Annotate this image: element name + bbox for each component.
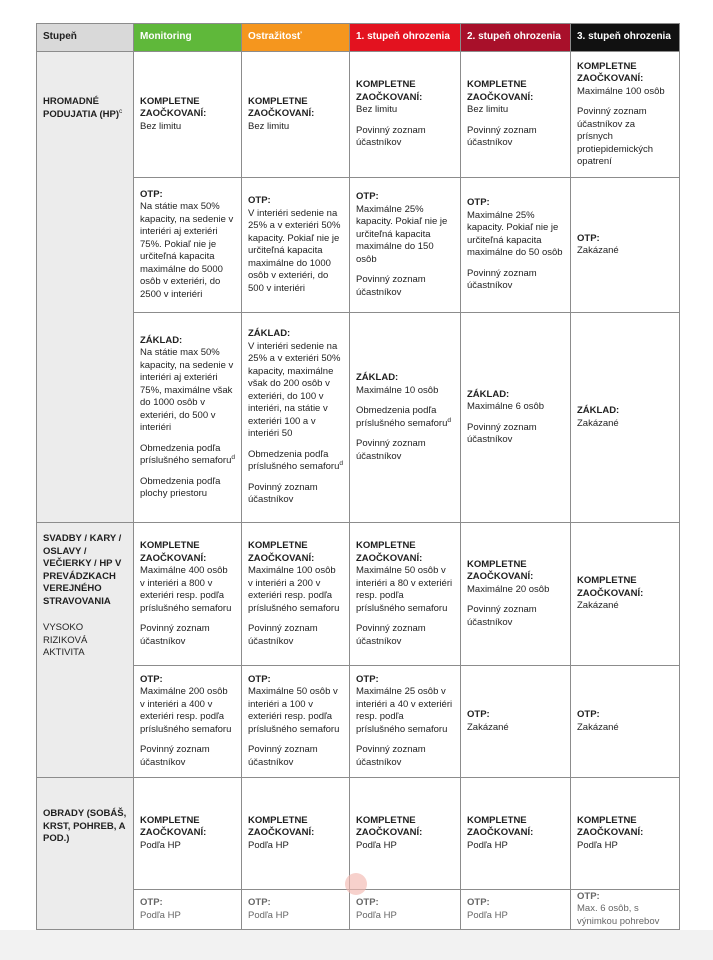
cell-line: Podľa HP bbox=[140, 909, 181, 921]
table-cell bbox=[134, 778, 242, 890]
table-cell bbox=[571, 313, 680, 523]
cell-line: Maximálne 10 osôb bbox=[356, 384, 439, 396]
cell-line: Podľa HP bbox=[467, 839, 508, 851]
cell-line: Maximálne 50 osôb v interiéri a 100 v exteriéri resp. podľa príslušného semaforu bbox=[248, 686, 340, 735]
cell-text bbox=[356, 744, 454, 769]
cell-heading: KOMPLETNE ZAOČKOVANÍ: bbox=[577, 60, 644, 84]
footnote-marker: d bbox=[447, 416, 451, 424]
cell-heading: KOMPLETNE ZAOČKOVANÍ: bbox=[140, 814, 207, 839]
cell-text bbox=[577, 106, 673, 169]
table-cell bbox=[571, 52, 680, 178]
cell-line: Zakázané bbox=[577, 417, 619, 429]
cell-line: Podľa HP bbox=[356, 839, 397, 851]
table-cell bbox=[461, 890, 571, 930]
cell-text bbox=[467, 401, 564, 414]
cell-heading: OTP: bbox=[356, 673, 379, 685]
table-cell bbox=[461, 178, 571, 313]
cell-text bbox=[140, 840, 235, 853]
cell-text bbox=[467, 722, 564, 735]
cell-text bbox=[356, 204, 454, 267]
cell-line: Zakázané bbox=[467, 721, 509, 733]
cell-line: Na státie max 50% kapacity, na sedenie v interiéri aj exteriéri 75%. Pokiaľ nie je určiteľná kapacita maximálne do 5000 osôb v exteriéri, do 2500 v interiéri bbox=[140, 201, 234, 300]
cell-line: Povinný zoznam účastníkov bbox=[140, 744, 210, 768]
cell-text bbox=[356, 565, 454, 615]
footnote-marker: d bbox=[339, 460, 343, 468]
bottom-band bbox=[0, 930, 713, 960]
cell-text bbox=[140, 201, 235, 301]
cell-line: Podľa HP bbox=[248, 839, 289, 851]
cell-text bbox=[356, 385, 454, 398]
table-cell bbox=[242, 666, 350, 778]
cell-line: Podľa HP bbox=[248, 909, 289, 921]
cell-text bbox=[248, 623, 343, 648]
cell-heading: OTP: bbox=[577, 232, 600, 244]
cell-text bbox=[577, 600, 673, 613]
table-cell bbox=[461, 778, 571, 890]
table-row bbox=[37, 890, 680, 930]
cell-heading: KOMPLETNE ZAOČKOVANÍ: bbox=[248, 814, 315, 839]
cell-heading: OTP: bbox=[577, 890, 600, 902]
cell-heading: OTP: bbox=[140, 188, 163, 200]
table-cell bbox=[134, 52, 242, 178]
category-title: OBRADY (SOBÁŠ, KRST, POHREB, A POD.) bbox=[43, 808, 127, 844]
cell-line: Zakázané bbox=[577, 245, 619, 256]
category-subtitle: VYSOKO RIZIKOVÁ AKTIVITA bbox=[43, 622, 88, 658]
category-title: HROMADNÉ PODUJATIA (HP) bbox=[43, 96, 119, 120]
cell-line: Povinný zoznam účastníkov bbox=[467, 421, 537, 445]
cell-heading: ZÁKLAD: bbox=[140, 334, 183, 346]
table-cell bbox=[134, 666, 242, 778]
cell-line: Maximálne 100 osôb bbox=[577, 85, 665, 97]
cell-line: Bez limitu bbox=[467, 104, 509, 116]
cell-text bbox=[467, 125, 564, 150]
cell-text bbox=[140, 565, 235, 615]
cell-line: Povinný zoznam účastníkov bbox=[140, 623, 210, 647]
cell-heading: KOMPLETNE ZAOČKOVANÍ: bbox=[467, 814, 534, 839]
category-title: SVADBY / KARY / OSLAVY / VEČIERKY / HP V PREVÁDZKACH VEREJNÉHO STRAVOVANIA bbox=[43, 533, 122, 607]
cell-text bbox=[140, 910, 235, 923]
table-row bbox=[37, 666, 680, 778]
cell-text bbox=[467, 584, 564, 597]
cell-text bbox=[248, 840, 343, 853]
header-row bbox=[37, 24, 680, 52]
cell-line: Na státie max 50% kapacity, na sedenie v interiéri aj exteriéri 75%, maximálne však do 1000 osôb v exteriéri, do 500 v interiéri bbox=[140, 347, 234, 433]
table-cell bbox=[134, 313, 242, 523]
cell-heading: OTP: bbox=[140, 897, 163, 908]
cell-heading: KOMPLETNE ZAOČKOVANÍ: bbox=[356, 814, 423, 839]
cell-line: Povinný zoznam účastníkov bbox=[467, 124, 537, 149]
cell-text bbox=[577, 840, 673, 853]
table-cell bbox=[571, 778, 680, 890]
cell-heading: OTP: bbox=[248, 195, 271, 206]
cell-text bbox=[356, 104, 454, 117]
footnote-marker: c bbox=[119, 107, 123, 115]
cell-text bbox=[248, 341, 343, 441]
table-cell bbox=[134, 178, 242, 313]
table-cell bbox=[571, 523, 680, 666]
cell-line: Povinný zoznam účastníkov bbox=[356, 623, 426, 647]
cell-line: Maximálne 100 osôb v interiéri a 200 v exteriéri resp. podľa príslušného semaforu bbox=[248, 565, 340, 614]
cell-heading: OTP: bbox=[356, 191, 379, 202]
cell-line: Povinný zoznam účastníkov bbox=[356, 744, 426, 768]
cell-heading: OTP: bbox=[577, 709, 600, 720]
cell-heading: KOMPLETNE ZAOČKOVANÍ: bbox=[248, 95, 315, 120]
cell-text bbox=[577, 903, 673, 928]
cell-text bbox=[467, 268, 564, 293]
cell-text bbox=[356, 623, 454, 648]
cell-line: Maximálne 25% kapacity. Pokiaľ nie je určiteľná kapacita maximálne do 150 osôb bbox=[356, 203, 448, 265]
table-cell bbox=[461, 52, 571, 178]
cell-line: Maximálne 400 osôb v interiéri a 800 v exteriéri resp. podľa príslušného semaforu bbox=[140, 565, 232, 614]
cell-heading: OTP: bbox=[467, 197, 490, 209]
table-cell bbox=[571, 666, 680, 778]
cell-heading: ZÁKLAD: bbox=[248, 328, 291, 340]
header-stupen-3: 3. stupeň ohrozenia bbox=[571, 24, 680, 52]
cell-text bbox=[467, 604, 564, 629]
cell-line: V interiéri sedenie na 25% a v exteriéri 50% kapacity, maximálne však do 200 osôb v exteriéri, do 100 v interiéri, na státie v exteriéri 100 a v interiéri 50 bbox=[248, 340, 341, 440]
cell-heading: OTP: bbox=[248, 673, 271, 685]
table-cell bbox=[242, 778, 350, 890]
cell-heading: OTP: bbox=[140, 673, 163, 685]
cell-heading: OTP: bbox=[467, 897, 490, 908]
cell-text bbox=[140, 623, 235, 648]
cell-text bbox=[248, 121, 343, 134]
table-cell bbox=[350, 313, 461, 523]
cell-line: Povinný zoznam účastníkov bbox=[356, 438, 426, 462]
cell-text bbox=[467, 422, 564, 447]
cell-text bbox=[577, 418, 673, 431]
cell-line: Maximálne 25% kapacity. Pokiaľ nie je určiteľná kapacita maximálne do 50 osôb bbox=[467, 209, 563, 259]
table-cell bbox=[461, 666, 571, 778]
cell-line: Povinný zoznam účastníkov bbox=[356, 274, 426, 298]
cell-line: Maximálne 20 osôb bbox=[467, 583, 550, 595]
cell-text bbox=[467, 104, 564, 117]
cell-heading: OTP: bbox=[356, 897, 379, 908]
table-row bbox=[37, 523, 680, 666]
cell-line: Maximálne 6 osôb bbox=[467, 401, 545, 412]
category-svadby bbox=[37, 523, 134, 778]
cell-line: Bez limitu bbox=[140, 120, 182, 132]
cell-text bbox=[248, 686, 343, 736]
cell-line: Povinný zoznam účastníkov bbox=[356, 124, 426, 149]
cell-text bbox=[467, 840, 564, 853]
cell-heading: KOMPLETNE ZAOČKOVANÍ: bbox=[577, 575, 644, 599]
cell-line: Podľa HP bbox=[577, 839, 618, 851]
table-cell bbox=[350, 52, 461, 178]
cell-heading: KOMPLETNE ZAOČKOVANÍ: bbox=[140, 540, 207, 564]
table-cell bbox=[242, 52, 350, 178]
cell-line: Povinný zoznam účastníkov bbox=[248, 481, 318, 506]
table-cell bbox=[242, 890, 350, 930]
cell-line: Max. 6 osôb, s výnimkou pohrebov bbox=[577, 903, 660, 927]
cell-heading: OTP: bbox=[248, 897, 271, 908]
header-monitoring: Monitoring bbox=[134, 24, 242, 52]
cell-text bbox=[577, 86, 673, 99]
cell-text bbox=[356, 274, 454, 299]
cell-text bbox=[140, 347, 235, 435]
cell-heading: KOMPLETNE ZAOČKOVANÍ: bbox=[356, 540, 423, 564]
cell-text bbox=[140, 121, 235, 134]
cell-line: Podľa HP bbox=[140, 839, 181, 851]
cell-heading: KOMPLETNE ZAOČKOVANÍ: bbox=[467, 79, 534, 103]
table-cell bbox=[242, 178, 350, 313]
cell-text bbox=[140, 744, 235, 769]
cell-line: Maximálne 200 osôb v interiéri a 400 v exteriéri resp. podľa príslušného semaforu bbox=[140, 686, 232, 735]
watermark-logo bbox=[345, 873, 367, 895]
covid-measures-table bbox=[36, 23, 680, 930]
cell-heading: OTP: bbox=[467, 709, 490, 720]
cell-line: Zakázané bbox=[577, 721, 619, 733]
header-stupen: Stupeň bbox=[37, 24, 134, 52]
cell-text bbox=[248, 482, 343, 507]
cell-text bbox=[356, 840, 454, 853]
cell-line: Povinný zoznam účastníkov za prísnych protiepidemických opatrení bbox=[577, 106, 654, 167]
cell-text bbox=[356, 405, 454, 430]
table-cell bbox=[242, 523, 350, 666]
footnote-marker: d bbox=[231, 453, 235, 461]
cell-text bbox=[140, 443, 235, 468]
table-cell bbox=[461, 313, 571, 523]
table-cell bbox=[571, 178, 680, 313]
cell-text bbox=[248, 744, 343, 769]
cell-heading: KOMPLETNE ZAOČKOVANÍ: bbox=[356, 79, 423, 103]
cell-line: Povinný zoznam účastníkov bbox=[467, 604, 537, 628]
table-cell bbox=[134, 890, 242, 930]
table-row bbox=[37, 52, 680, 178]
cell-text bbox=[577, 245, 673, 258]
cell-line: Maximálne 50 osôb v interiéri a 80 v exteriéri resp. podľa príslušného semaforu bbox=[356, 565, 453, 614]
category-hp bbox=[37, 52, 134, 523]
table-cell bbox=[350, 523, 461, 666]
table-cell bbox=[350, 666, 461, 778]
table-cell bbox=[571, 890, 680, 930]
cell-text bbox=[577, 722, 673, 735]
table-cell bbox=[134, 523, 242, 666]
cell-text bbox=[248, 208, 343, 296]
cell-text bbox=[248, 910, 343, 923]
cell-text bbox=[356, 438, 454, 463]
table-row bbox=[37, 178, 680, 313]
header-stupen-1: 1. stupeň ohrozenia bbox=[350, 24, 461, 52]
cell-text bbox=[356, 910, 454, 923]
cell-line: Obmedzenia podľa príslušného semaforu bbox=[140, 442, 232, 466]
cell-text bbox=[248, 565, 343, 615]
cell-heading: ZÁKLAD: bbox=[467, 388, 510, 400]
cell-line: Obmedzenia podľa plochy priestoru bbox=[140, 475, 221, 499]
header-ostrazitost: Ostražitosť bbox=[242, 24, 350, 52]
cell-line: Povinný zoznam účastníkov bbox=[248, 744, 318, 768]
cell-line: Podľa HP bbox=[467, 909, 508, 921]
cell-heading: KOMPLETNE ZAOČKOVANÍ: bbox=[577, 814, 644, 839]
cell-line: Povinný zoznam účastníkov bbox=[248, 623, 318, 647]
cell-text bbox=[140, 686, 235, 736]
cell-text bbox=[467, 210, 564, 260]
table-cell bbox=[350, 890, 461, 930]
cell-line: Zakázané bbox=[577, 600, 619, 612]
table-row bbox=[37, 313, 680, 523]
table-cell bbox=[242, 313, 350, 523]
cell-text bbox=[356, 125, 454, 150]
cell-text bbox=[356, 686, 454, 736]
table-cell bbox=[461, 523, 571, 666]
cell-heading: ZÁKLAD: bbox=[577, 405, 620, 416]
cell-heading: KOMPLETNE ZAOČKOVANÍ: bbox=[248, 540, 315, 564]
table-cell bbox=[350, 778, 461, 890]
cell-heading: KOMPLETNE ZAOČKOVANÍ: bbox=[140, 95, 207, 120]
category-obrady bbox=[37, 778, 134, 930]
cell-line: Bez limitu bbox=[248, 120, 290, 132]
cell-text bbox=[140, 476, 235, 501]
cell-heading: KOMPLETNE ZAOČKOVANÍ: bbox=[467, 558, 534, 583]
cell-line: Podľa HP bbox=[356, 909, 397, 921]
cell-line: Obmedzenia podľa príslušného semaforu bbox=[356, 405, 448, 429]
cell-line: Maximálne 25 osôb v interiéri a 40 v exteriéri resp. podľa príslušného semaforu bbox=[356, 686, 453, 735]
cell-line: Obmedzenia podľa príslušného semaforu bbox=[248, 448, 340, 473]
cell-text bbox=[467, 910, 564, 923]
header-stupen-2: 2. stupeň ohrozenia bbox=[461, 24, 571, 52]
cell-line: Bez limitu bbox=[356, 104, 398, 116]
cell-text bbox=[248, 449, 343, 474]
cell-line: V interiéri sedenie na 25% a v exteriéri 50% kapacity. Pokiaľ nie je určiteľná kapacita maximálne do 1000 osôb v exteriéri, do 500 v interiéri bbox=[248, 207, 341, 294]
table-cell bbox=[350, 178, 461, 313]
cell-line: Povinný zoznam účastníkov bbox=[467, 267, 537, 292]
cell-heading: ZÁKLAD: bbox=[356, 372, 399, 383]
